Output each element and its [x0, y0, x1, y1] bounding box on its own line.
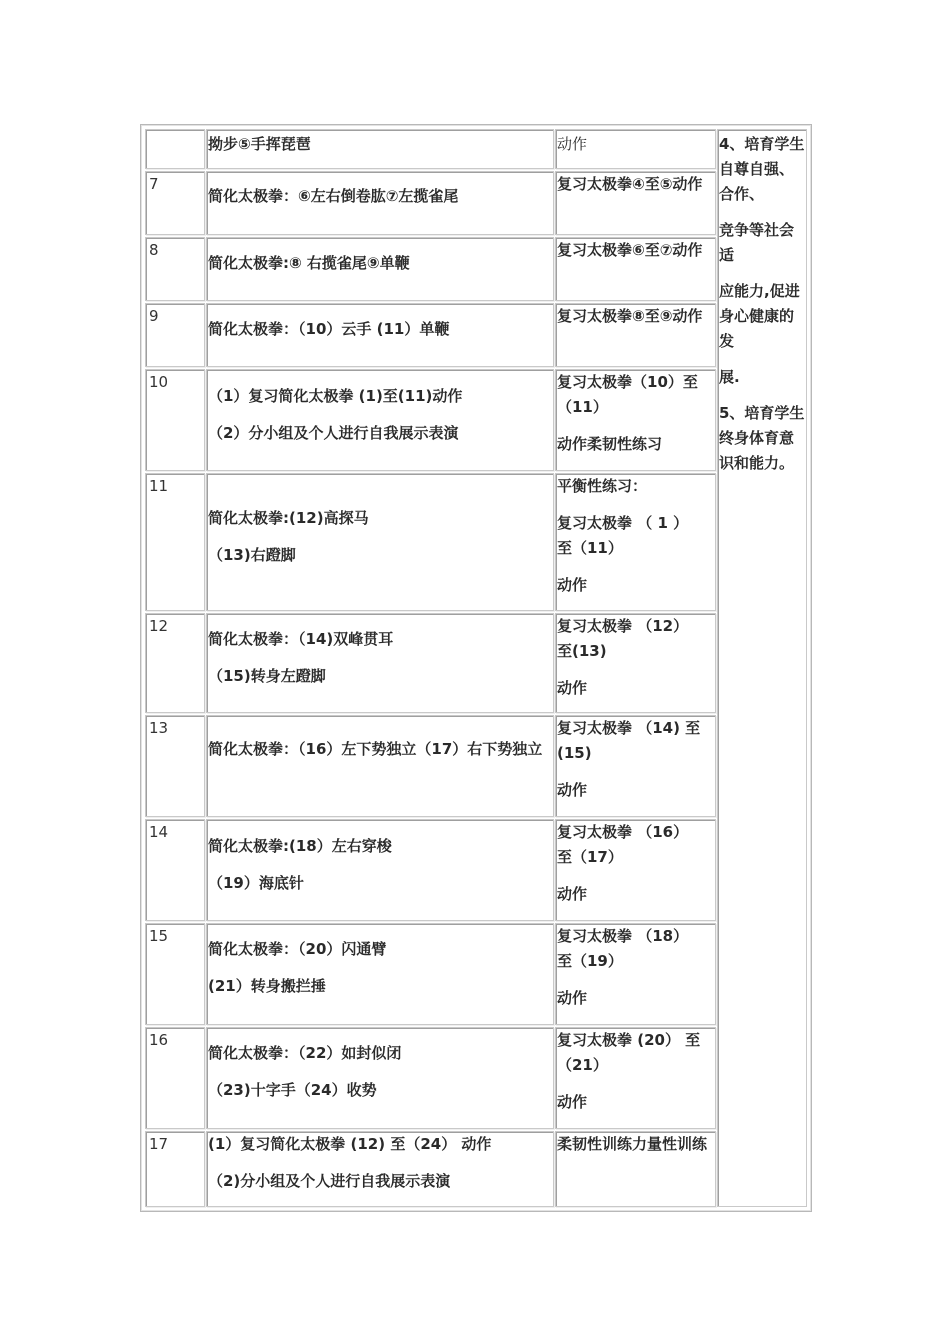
goals-column	[717, 129, 807, 1207]
content-line: 简化太极拳：（22）如封似闭	[208, 1044, 402, 1062]
content-text	[208, 184, 552, 209]
content-line: (21）转身搬拦捶	[208, 977, 326, 995]
week-cell	[145, 473, 205, 611]
goal-line: 5、培育学生终身体育意识和能力。	[719, 404, 805, 472]
content-line: 简化太极拳：（16）左下势独立（17）右下势独立	[208, 740, 543, 758]
review-line: 动作	[557, 885, 588, 903]
review-cell	[555, 1131, 716, 1207]
review-cell	[555, 715, 716, 817]
content-cell	[206, 819, 554, 921]
content-cell	[206, 473, 554, 611]
week-number: 14	[149, 823, 169, 841]
content-line: 简化太极拳:(12)高探马	[208, 509, 369, 527]
review-text	[557, 1132, 711, 1157]
week-number: 16	[149, 1031, 169, 1049]
content-line: （1）复习简化太极拳 (1)至(11)动作	[208, 387, 463, 405]
content-text	[208, 1041, 552, 1103]
goal-line: 应能力,促进身心健康的发	[719, 282, 800, 350]
week-cell	[145, 1131, 205, 1207]
content-line: （15)转身左蹬脚	[208, 667, 326, 685]
content-text	[208, 834, 552, 896]
review-cell	[555, 129, 716, 169]
content-cell	[206, 171, 554, 235]
review-text	[557, 1028, 711, 1115]
review-line: 平衡性练习：	[557, 477, 648, 495]
week-cell	[145, 303, 205, 367]
review-line: 动作	[557, 135, 588, 153]
review-line: 复习太极拳④至⑤动作	[557, 175, 703, 193]
content-cell	[206, 923, 554, 1025]
review-cell	[555, 171, 716, 235]
content-line: 拗步⑤手挥琵琶	[208, 135, 311, 153]
week-cell	[145, 237, 205, 301]
review-line: 柔韧性训练力量性训练	[557, 1135, 708, 1153]
content-line: 简化太极拳:⑧ 右揽雀尾⑨单鞭	[208, 254, 410, 272]
goal-line: 展.	[719, 368, 740, 386]
content-line: （2）分小组及个人进行自我展示表演	[208, 424, 459, 442]
review-text	[557, 614, 697, 701]
week-cell	[145, 819, 205, 921]
review-cell	[555, 473, 716, 611]
content-line: 简化太极拳：（14)双峰贯耳	[208, 630, 394, 648]
review-text	[557, 132, 714, 157]
review-cell	[555, 303, 716, 367]
content-cell	[206, 715, 554, 817]
week-number: 8	[149, 241, 159, 259]
content-text	[208, 937, 552, 999]
review-cell	[555, 369, 716, 471]
lesson-plan-table	[140, 124, 812, 1212]
week-cell	[145, 613, 205, 713]
content-text	[208, 251, 552, 276]
review-line: 动作	[557, 576, 588, 594]
review-line: 复习太极拳（10）至（11）	[557, 373, 698, 416]
review-cell	[555, 1027, 716, 1129]
week-cell	[145, 129, 205, 169]
review-text	[557, 238, 709, 263]
content-line: （19）海底针	[208, 874, 304, 892]
content-text	[208, 506, 552, 568]
week-number: 11	[149, 477, 169, 495]
content-line: 简化太极拳：（20）闪通臂	[208, 940, 387, 958]
review-text	[557, 716, 711, 803]
content-cell	[206, 1131, 554, 1207]
review-line: 复习太极拳⑥至⑦动作	[557, 241, 703, 259]
review-cell	[555, 613, 716, 713]
week-number: 17	[149, 1135, 169, 1153]
review-cell	[555, 237, 716, 301]
review-line: 复习太极拳 （12）至(13)	[557, 617, 689, 660]
week-number: 13	[149, 719, 169, 737]
review-line: 动作	[557, 989, 588, 1007]
content-text	[208, 317, 552, 342]
content-text	[208, 132, 552, 157]
week-cell	[145, 171, 205, 235]
week-number: 15	[149, 927, 169, 945]
content-line: 简化太极拳：（10）云手 (11）单鞭	[208, 320, 450, 338]
week-number: 10	[149, 373, 169, 391]
goal-line: 4、培育学生自尊自强、合作、	[719, 135, 805, 203]
review-cell	[555, 819, 716, 921]
content-line: 简化太极拳：⑥左右倒卷肱⑦左揽雀尾	[208, 187, 459, 205]
review-line: 复习太极拳 （16）至（17）	[557, 823, 689, 866]
review-line: 复习太极拳 （14) 至(15)	[557, 719, 701, 762]
content-cell	[206, 613, 554, 713]
review-line: 复习太极拳⑧至⑨动作	[557, 307, 703, 325]
week-number: 9	[149, 307, 159, 325]
week-cell	[145, 923, 205, 1025]
content-cell	[206, 237, 554, 301]
content-cell	[206, 1027, 554, 1129]
content-text	[208, 627, 552, 689]
review-line: 动作	[557, 1093, 588, 1111]
review-text	[557, 474, 697, 598]
content-text	[208, 384, 552, 446]
content-cell	[206, 369, 554, 471]
review-text	[557, 820, 697, 907]
content-line: （23)十字手（24）收势	[208, 1081, 377, 1099]
week-cell	[145, 369, 205, 471]
review-text	[557, 304, 709, 329]
content-line: (1）复习简化太极拳 (12) 至（24） 动作	[208, 1135, 492, 1153]
review-text	[557, 924, 697, 1011]
review-line: 动作	[557, 679, 588, 697]
review-text	[557, 172, 709, 197]
content-line: （2)分小组及个人进行自我展示表演	[208, 1172, 451, 1190]
content-cell	[206, 129, 554, 169]
week-number: 12	[149, 617, 169, 635]
content-cell	[206, 303, 554, 367]
content-text	[208, 737, 552, 762]
review-line: 复习太极拳 （18）至（19）	[557, 927, 689, 970]
review-line: 复习太极拳 (20） 至（21）	[557, 1031, 701, 1074]
review-line: 动作柔韧性练习	[557, 435, 663, 453]
goals-text	[719, 132, 807, 476]
content-text	[208, 1132, 552, 1194]
content-line: 简化太极拳:(18）左右穿梭	[208, 837, 392, 855]
week-cell	[145, 1027, 205, 1129]
week-number: 7	[149, 175, 159, 193]
review-cell	[555, 923, 716, 1025]
week-cell	[145, 715, 205, 817]
review-line: 复习太极拳 （ 1 ）至（11）	[557, 514, 689, 557]
content-line: （13)右蹬脚	[208, 546, 296, 564]
review-line: 动作	[557, 781, 588, 799]
goal-line: 竞争等社会适	[719, 221, 795, 264]
review-text	[557, 370, 711, 457]
